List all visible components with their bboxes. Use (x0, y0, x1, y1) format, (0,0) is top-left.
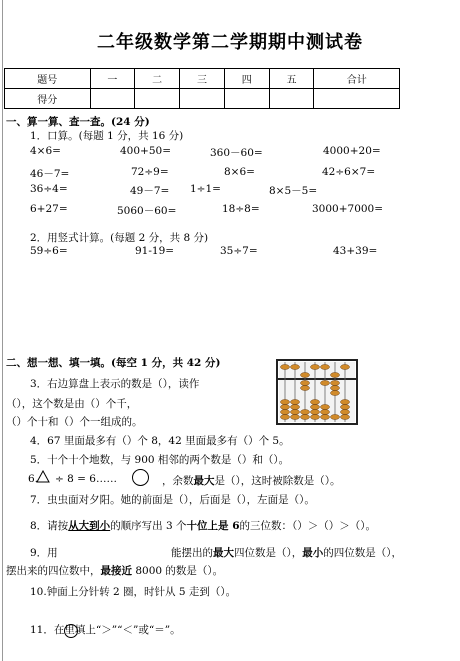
oral-item: 18÷8= (222, 203, 260, 215)
q3-line1: 3．右边算盘上表示的数是（），读作 (30, 378, 200, 390)
q9-min-emphasis: 最小 (302, 547, 324, 559)
q8-text (30, 518, 376, 533)
q9-part3: 的四位数是（）， (323, 547, 402, 559)
q6-number: 6. (28, 473, 39, 485)
oral-item: 49－7= (130, 185, 170, 197)
oral-item: 42÷6×7= (322, 166, 376, 178)
score-cell (135, 89, 180, 109)
q11-text: 11．在里填上“＞”“＜”或“＝”。 (30, 624, 181, 636)
score-header-cell: 二 (135, 69, 180, 89)
oral-item: 400+50= (120, 145, 171, 157)
score-header-cell: 合计 (314, 69, 400, 89)
circle-icon (132, 469, 149, 486)
q9-line1 (171, 545, 402, 560)
q9-line2 (6, 563, 223, 578)
oral-item: 8×5－5= (269, 185, 318, 197)
score-table (4, 68, 400, 109)
score-table-score-row (5, 89, 400, 109)
oral-item: 4000+20= (323, 145, 381, 157)
score-header-cell: 三 (180, 69, 225, 89)
q3-line2: （），这个数是由（）个千， (6, 398, 138, 410)
q6-question: 是（），这时被除数是（）。 (214, 475, 341, 487)
section1-heading: 一、算一算、查一查。(24 分) (6, 116, 150, 128)
abacus-image (276, 359, 358, 425)
q6-equation: ÷ 8 = 6…… (55, 473, 117, 485)
q8-part1: 8．请按 (30, 520, 69, 532)
section2-heading: 二、想一想、填一填。(每空 1 分，共 42 分) (6, 357, 221, 369)
q8-tens-emphasis: 十位上是 6 (186, 520, 240, 532)
q5-text: 5．十个十个地数，与 900 相邻的两个数是（）和（）。 (30, 454, 290, 466)
q6-remainder-label: ，余数 (162, 475, 194, 487)
q6-max-emphasis: 最大 (193, 475, 215, 487)
oral-item: 360－60= (210, 147, 263, 159)
q9-part2: 四位数是（）， (234, 547, 303, 559)
score-table-header-row (5, 69, 400, 89)
triangle-icon (36, 470, 50, 483)
oral-item: 8×6= (224, 166, 255, 178)
score-header-cell: 题号 (5, 69, 91, 89)
q6-tail (162, 473, 341, 488)
q9-part5: 8000 的数是（）。 (132, 565, 224, 577)
oral-item: 4×6= (30, 145, 61, 157)
vertical-item: 91-19= (135, 245, 175, 257)
q7-text: 7．虫虫面对夕阳。她的前面是（），后面是（），左面是（）。 (30, 494, 315, 506)
page-left-border (2, 0, 3, 661)
score-header-cell: 五 (269, 69, 314, 89)
q8-part3: 的三位数：（）＞（）＞（）。 (239, 520, 377, 532)
oral-item: 3000+7000= (312, 203, 384, 215)
oral-item: 72÷9= (131, 166, 169, 178)
q9-nearest-emphasis: 最接近 (100, 565, 132, 577)
vertical-item: 43+39= (333, 245, 378, 257)
score-row-label: 得分 (5, 89, 91, 109)
q8-part2: 的顺序写出 3 个 (110, 520, 187, 532)
score-cell (269, 89, 314, 109)
q2-instruction: 2．用竖式计算。(每题 2 分，共 8 分) (30, 232, 209, 244)
q8-order-emphasis: 从大到小 (68, 520, 111, 532)
q9-prefix: 9．用 (30, 547, 58, 559)
q10-text: 10.钟面上分针转 2 圈，时针从 5 走到（）。 (30, 586, 237, 598)
oral-item: 1÷1= (190, 183, 221, 195)
score-cell (90, 89, 135, 109)
page-title: 二年级数学第二学期期中测试卷 (97, 32, 363, 53)
q9-part4: 摆出来的四位数中， (6, 565, 101, 577)
vertical-item: 59÷6= (30, 245, 68, 257)
oral-item: 5060－60= (117, 205, 177, 217)
q3-line3: （）个十和（）个一组成的。 (6, 416, 143, 428)
vertical-item: 35÷7= (220, 245, 258, 257)
score-header-cell: 一 (90, 69, 135, 89)
oral-item: 46－7= (30, 168, 70, 180)
q9-part1: 能摆出的 (171, 547, 213, 559)
q9-max-emphasis: 最大 (213, 547, 234, 559)
score-cell (224, 89, 269, 109)
q1-instruction: 1．口算。(每题 1 分，共 16 分) (30, 130, 184, 142)
score-cell (314, 89, 400, 109)
score-cell (180, 89, 225, 109)
oral-item: 36÷4= (30, 183, 68, 195)
oral-item: 6+27= (30, 203, 68, 215)
q4-text: 4．67 里面最多有（）个 8，42 里面最多有（）个 5。 (30, 435, 290, 447)
score-header-cell: 四 (224, 69, 269, 89)
answer-circle-icon (64, 624, 78, 638)
